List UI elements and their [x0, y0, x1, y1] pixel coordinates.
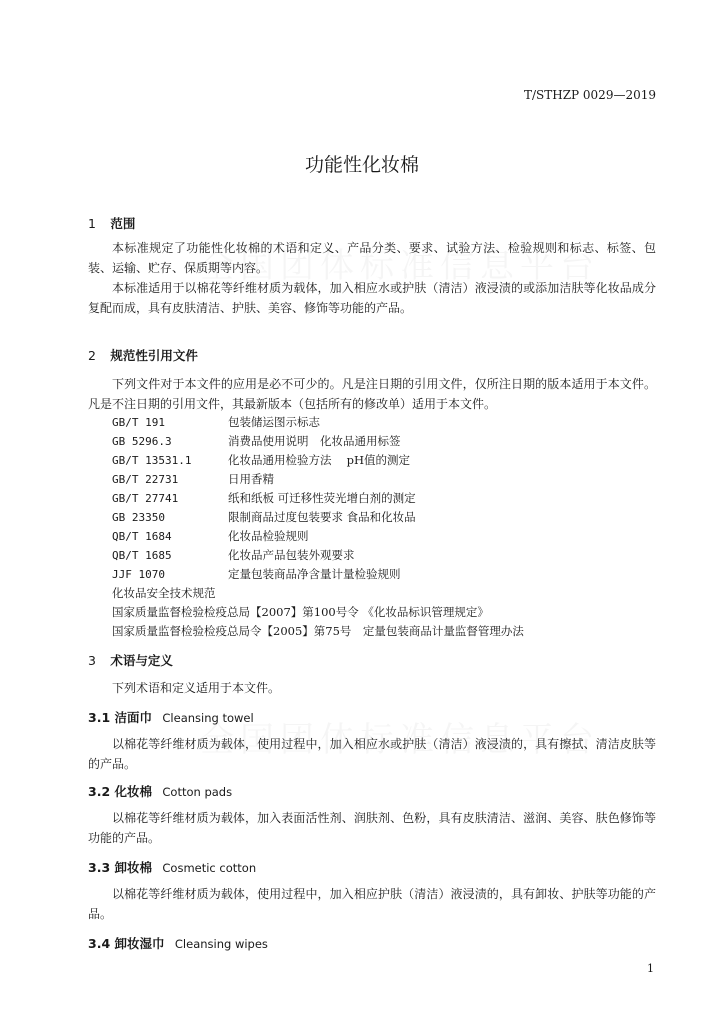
section-number: 1 [88, 216, 96, 231]
term-definition: 以棉花等纤维材质为载体，加入表面活性剂、润肤剂、色粉，具有皮肤清洁、滋润、美容、肤色修饰等功能的产品。 [88, 811, 656, 845]
ref-code: GB/T 191 [112, 416, 165, 429]
term-english: Cosmetic cotton [162, 861, 257, 875]
ref-extra: 国家质量监督检验检疫总局令【2005】第75号 定量包装商品计量监督管理办法 [112, 624, 524, 638]
terms-intro: 下列术语和定义适用于本文件。 [112, 681, 281, 695]
term-definition: 以棉花等纤维材质为载体，使用过程中，加入相应水或护肤（清洁）液浸渍的，具有擦拭、清洁皮肤等的产品。 [88, 737, 656, 771]
term-number: 3.3 [88, 860, 111, 875]
section-1-heading [88, 214, 135, 232]
page-title: 功能性化妆棉 [304, 154, 419, 176]
ref-row [112, 547, 355, 563]
term-number: 3.2 [88, 784, 111, 799]
section-number: 3 [88, 653, 96, 668]
ref-name: 日用香精 [228, 472, 274, 486]
ref-row [112, 414, 320, 430]
term-name: 洁面巾 [114, 710, 153, 725]
section-title: 术语与定义 [110, 653, 173, 668]
term-english: Cleansing wipes [174, 937, 268, 951]
ref-code: GB/T 27741 [112, 492, 179, 505]
term-name: 卸妆棉 [114, 860, 153, 875]
page-number: 1 [647, 962, 654, 975]
ref-name: 限制商品过度包装要求 食品和化妆品 [228, 510, 416, 524]
scope-paragraph-2: 本标准适用于以棉花等纤维材质为载体，加入相应水或护肤（清洁）液浸渍的或添加洁肤等化妆品成分复配而成，具有皮肤清洁、护肤、美容、修饰等功能的产品。 [88, 281, 656, 315]
ref-name: 化妆品通用检验方法 pH值的测定 [228, 453, 411, 467]
ref-code: QB/T 1685 [112, 549, 172, 562]
term-number: 3.4 [88, 936, 111, 951]
ref-name: 定量包装商品净含量计量检验规则 [228, 567, 401, 581]
term-name: 化妆棉 [114, 784, 153, 799]
section-title: 范围 [110, 216, 136, 231]
section-title: 规范性引用文件 [110, 348, 198, 363]
refs-intro: 下列文件对于本文件的应用是必不可少的。凡是注日期的引用文件，仅所注日期的版本适用于本文件。凡是不注日期的引用文件，其最新版本（包括所有的修改单）适用于本文件。 [88, 377, 656, 411]
term-name: 卸妆湿巾 [114, 936, 165, 951]
ref-code: GB 23350 [112, 511, 165, 524]
ref-extra: 国家质量监督检验检疫总局【2007】第100号令 《化妆品标识管理规定》 [112, 605, 489, 619]
ref-code: GB/T 13531.1 [112, 454, 192, 467]
ref-row [112, 566, 401, 582]
ref-row [112, 528, 309, 544]
ref-row [112, 433, 401, 449]
ref-row [112, 509, 416, 525]
term-heading [88, 782, 232, 800]
section-3-heading [88, 651, 173, 669]
term-number: 3.1 [88, 710, 111, 725]
scope-paragraph-1: 本标准规定了功能性化妆棉的术语和定义、产品分类、要求、试验方法、检验规则和标志、标签、包装、运输、贮存、保质期等内容。 [88, 241, 656, 275]
ref-name: 纸和纸板 可迁移性荧光增白剂的测定 [228, 491, 416, 505]
section-2-heading [88, 346, 198, 364]
term-heading [88, 858, 256, 876]
ref-row [112, 490, 416, 506]
ref-row [112, 471, 274, 487]
ref-code: JJF 1070 [112, 568, 165, 581]
ref-name: 消费品使用说明 化妆品通用标签 [228, 434, 401, 448]
ref-code: GB 5296.3 [112, 435, 172, 448]
ref-name: 包装储运图示标志 [228, 415, 320, 429]
ref-name: 化妆品产品包装外观要求 [228, 548, 355, 562]
ref-code: GB/T 22731 [112, 473, 179, 486]
ref-name: 化妆品检验规则 [228, 529, 309, 543]
term-heading [88, 708, 254, 726]
term-heading [88, 934, 268, 952]
section-number: 2 [88, 348, 96, 363]
term-english: Cleansing towel [162, 711, 254, 725]
term-definition: 以棉花等纤维材质为载体，使用过程中，加入相应护肤（清洁）液浸渍的，具有卸妆、护肤等功能的产品。 [88, 887, 656, 921]
term-english: Cotton pads [162, 785, 233, 799]
ref-extra: 化妆品安全技术规范 [112, 586, 216, 600]
ref-row [112, 452, 410, 468]
standard-code: T/STHZP 0029—2019 [523, 88, 656, 102]
ref-code: QB/T 1684 [112, 530, 172, 543]
